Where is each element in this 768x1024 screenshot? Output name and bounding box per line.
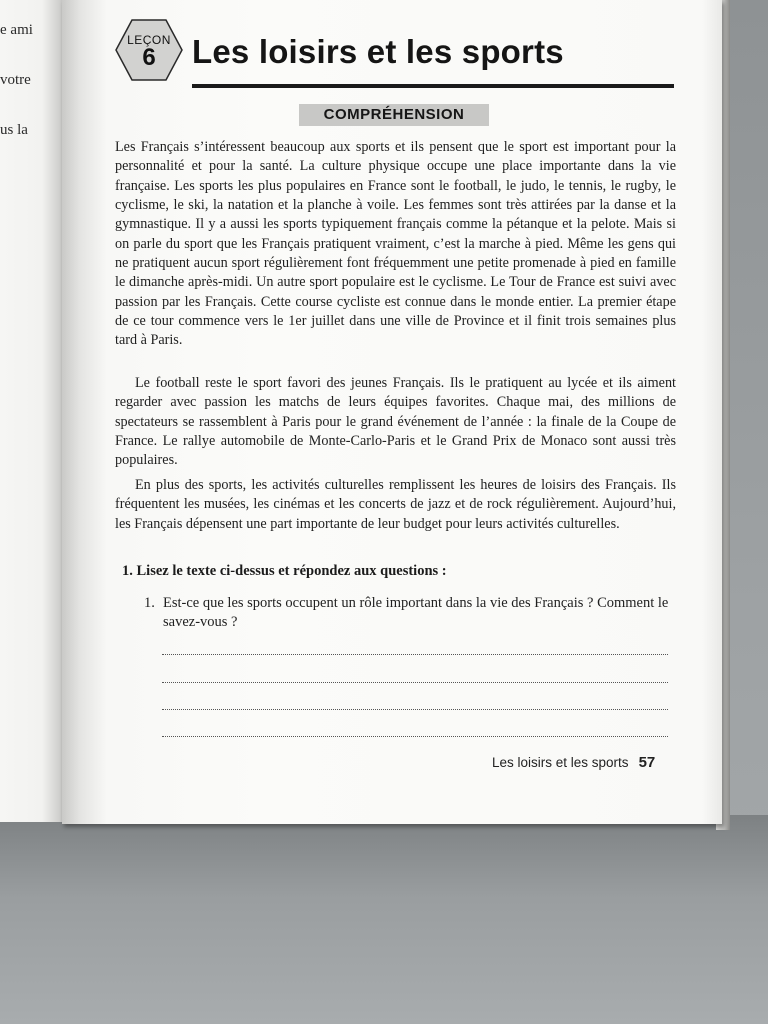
table-background	[0, 815, 768, 1024]
lesson-badge	[114, 18, 184, 82]
lesson-label: LEÇON	[127, 33, 171, 47]
previous-page-fragment: votre	[0, 72, 31, 88]
question-text: Est-ce que les sports occupent un rôle important dans la vie des Français ? Comment le savez-vous ?	[163, 595, 669, 630]
previous-page-fragment: us la	[0, 122, 28, 138]
title-underline	[192, 84, 674, 88]
page-footer	[492, 754, 655, 771]
answer-line[interactable]	[162, 654, 668, 655]
paragraph	[115, 374, 676, 471]
answer-line[interactable]	[162, 682, 668, 683]
lesson-number: 6	[142, 44, 156, 71]
question-item	[144, 594, 684, 632]
answer-line[interactable]	[162, 736, 668, 737]
section-heading: COMPRÉHENSION	[299, 104, 489, 126]
exercise-instruction: 1. Lisez le texte ci-dessus et répondez aux questions :	[122, 563, 447, 579]
paragraph-text: Les Français s’intéressent beaucoup aux sports et ils pensent que le sport est important pour la personnalité et pour la santé. La culture physique occupe une place importante dans la vie française. Les sports les plus populaires en France sont le football, le judo, le tennis, le rugby, le cyclisme, le ski, la natation et la planche à voile. Les femmes sont très attirées par la danse et la gymnastique. Il y a aussi les sports typiquement français comme la pétanque et la pelote. Mais si on parle du sport que les Français pratiquent vraiment, c’est la marche à pied. Même les gens qui ne pratiquent aucun sport régulièrement font fréquemment une petite promenade à pied en famille le dimanche après-midi. Un autre sport populaire est le cyclisme. Le Tour de France est suivi avec passion par les Français. Cette course cycliste est connue dans le monde entier. La premier étape de ce tour commence vers le 1er juillet dans une ville de Province et il finit trois semaines plus tard à Paris.	[115, 139, 676, 349]
book-page	[62, 0, 722, 824]
paragraph-text: Le football reste le sport favori des jeunes Français. Ils le pratiquent au lycée et ils aiment regarder avec passion les matchs de leurs équipes favorites. Chaque mai, des millions de spectateurs se rassemblent à Paris pour le grand événement de l’année : la finale de la Coupe de France. Le rallye automobile de Monte-Carlo-Paris et le Grand Prix de Monaco sont aussi très populaires.	[115, 375, 676, 469]
page-number: 57	[638, 754, 656, 771]
footer-chapter: Les loisirs et les sports	[492, 755, 629, 770]
answer-line[interactable]	[162, 709, 668, 710]
paragraph	[115, 476, 676, 534]
question-number: 1.	[144, 595, 155, 611]
paragraph	[115, 138, 676, 351]
previous-page-fragment: e ami	[0, 22, 33, 38]
page-title: Les loisirs et les sports	[192, 33, 564, 70]
previous-page	[0, 0, 70, 822]
paragraph-text: En plus des sports, les activités culturelles remplissent les heures de loisirs des Français. Ils fréquentent les musées, les cinémas et les concerts de jazz et de rock régulièrement. Aujourd’hui, les Français dépensent une part importante de leur budget pour leurs activités culturelles.	[115, 477, 676, 532]
